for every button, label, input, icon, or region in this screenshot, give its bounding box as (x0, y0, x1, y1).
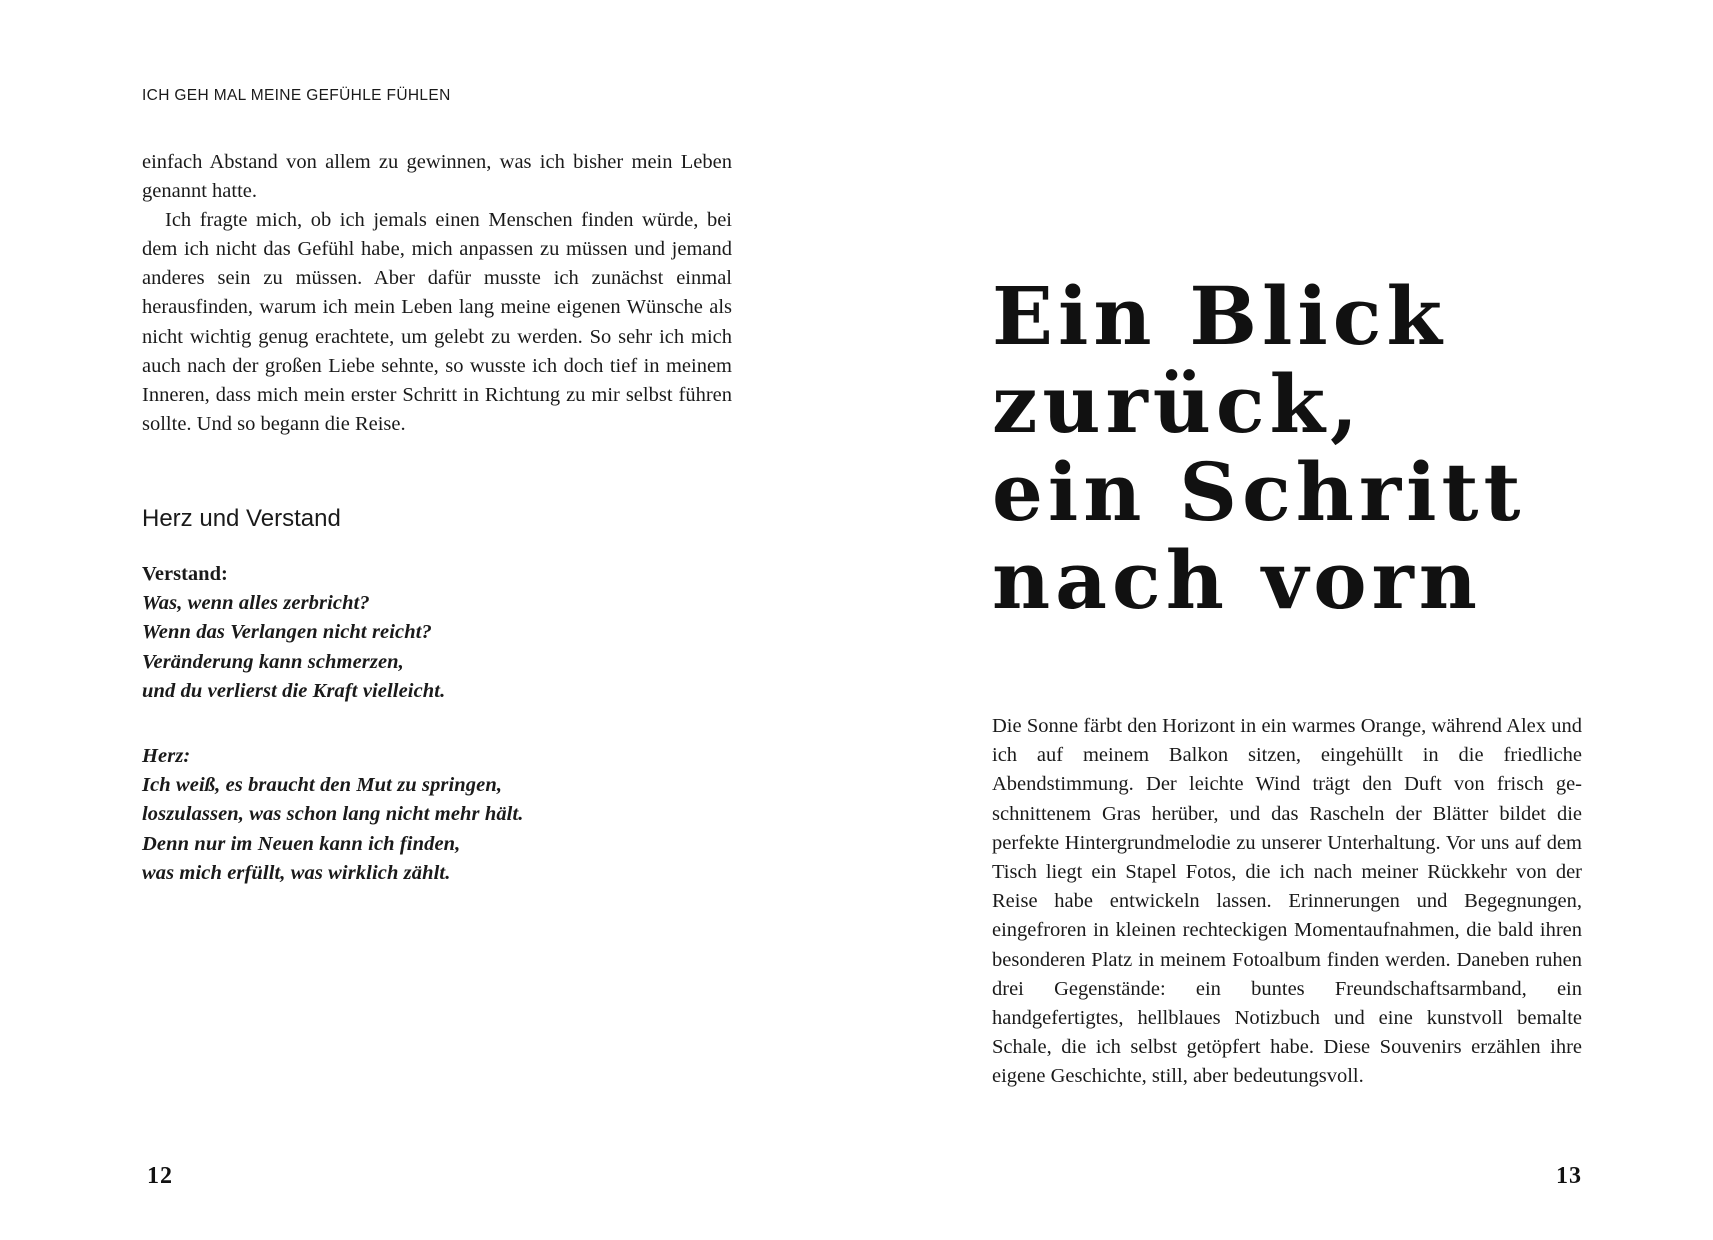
section-subheading: Herz und Verstand (142, 505, 341, 532)
page-number-right: 13 (1556, 1163, 1582, 1189)
left-body-text (142, 148, 732, 439)
chapter-title (992, 269, 1526, 627)
poem-line: loszulassen, was schon lang nicht mehr hält. (142, 803, 524, 826)
paragraph: einfach Abstand von allem zu gewinnen, was ich bisher mein Leben genannt hatte. (142, 151, 732, 203)
running-head: ICH GEH MAL MEINE GEFÜHLE FÜHLEN (142, 87, 451, 104)
poem-line: und du verlierst die Kraft vielleicht. (142, 679, 446, 702)
poem-line: Denn nur im Neuen kann ich finden, (142, 832, 461, 855)
poem-line: Ich weiß, es braucht den Mut zu springen, (142, 774, 503, 797)
poem-herz (142, 742, 524, 888)
poem-speaker: Verstand: (142, 563, 228, 585)
chapter-title-line: nach vorn (992, 533, 1482, 627)
chapter-title-line: zurück, (992, 357, 1363, 451)
chapter-title-line: ein Schritt (992, 445, 1526, 539)
page-number-left: 12 (147, 1163, 173, 1189)
poem-line: Was, wenn alles zerbricht? (142, 592, 370, 615)
poem-line: Wenn das Verlangen nicht reicht? (142, 621, 432, 644)
right-body-text: Die Sonne färbt den Horizont in ein warmes Orange, während Alex und ich auf meinem Balkon sitzen, eingehüllt in die friedliche Abendstimmung. Der leichte Wind trägt den Duft von frisch geschnittenem Gras herüber, und das Rascheln der Blätter bildet die perfekte Hintergrundmelodie zu unserer Unterhaltung. Vor uns auf dem Tisch liegt ein Stapel Fotos, die ich nach meiner Rückkehr von der Reise habe entwickeln lassen. Erinnerungen und Begegnungen, eingefroren in kleinen rechteckigen Momentaufnahmen, die bald ihren besonderen Platz in meinem Fotoalbum finden werden. Daneben ruhen drei Gegenstände: ein buntes Freundschaftsarmband, ein handgefertigtes, hellblaues Notizbuch und eine kunstvoll bemalte Schale, die ich selbst getöpfert habe. Diese Souvenirs erzählen ihre eigene Geschichte, still, aber bedeutungsvoll. (992, 715, 1582, 1088)
poem-line: Veränderung kann schmerzen, (142, 650, 404, 673)
paragraph: Ich fragte mich, ob ich jemals einen Menschen finden würde, bei dem ich nicht das Gefühl habe, mich anpassen zu müssen und jemand anderes sein zu müssen. Aber dafür musste ich zunächst einmal herausfinden, warum ich mein Leben lang meine eigenen Wünsche als nicht wichtig genug erachtete, um gelebt zu werden. So sehr ich mich auch nach der großen Liebe sehnte, so wusste ich doch tief in meinem Inneren, dass mich mein erster Schritt in Richtung zu mir selbst führen sollte. Und so begann die Reise. (142, 209, 732, 435)
poem-verstand (142, 560, 445, 706)
chapter-title-line: Ein Blick (992, 269, 1447, 363)
poem-line: was mich erfüllt, was wirklich zählt. (142, 861, 451, 884)
poem-speaker: Herz: (142, 745, 191, 767)
